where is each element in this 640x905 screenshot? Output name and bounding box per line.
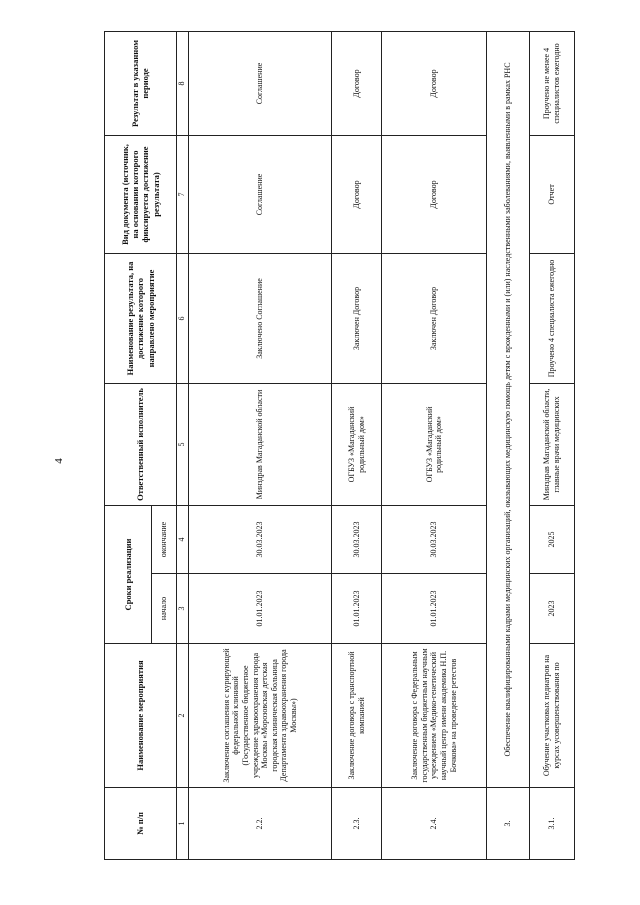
row-end: 30.03.2023 xyxy=(188,505,332,573)
col-number: 6 xyxy=(176,253,188,383)
header-num: № п/п xyxy=(105,788,177,860)
row-end: 30.03.2023 xyxy=(332,505,381,573)
section-row xyxy=(487,31,530,859)
header-result-period: Результат в указанном периоде xyxy=(105,31,177,135)
header-row xyxy=(105,31,152,859)
row-end: 30.03.2023 xyxy=(381,505,487,573)
row-num: 2.4. xyxy=(381,788,487,860)
row-executor: Минздрав Магаданской области xyxy=(188,383,332,505)
table-row xyxy=(188,31,332,859)
col-number: 1 xyxy=(176,788,188,860)
row-name: Заключение соглашения с курирующей федеральной клиникой (Государственное бюджетное учреждение здравоохранения города Москвы «Морозовская детская городская клиническая больница Департамента здравоохранения города Москвы») xyxy=(188,644,332,788)
section-num: 3. xyxy=(487,788,530,860)
column-number-row xyxy=(176,31,188,859)
row-result-name: Заключен Договор xyxy=(381,253,487,383)
row-num: 2.2. xyxy=(188,788,332,860)
row-result-period: Соглашение xyxy=(188,31,332,135)
row-doc-type: Отчет xyxy=(530,135,575,253)
header-period: Сроки реализации xyxy=(105,505,152,643)
row-doc-type: Договор xyxy=(381,135,487,253)
col-number: 7 xyxy=(176,135,188,253)
rotated-table-frame xyxy=(104,32,575,860)
table-row xyxy=(332,31,381,859)
header-doc-type: Вид документа (источник, на основании которого фиксируется достижение результата) xyxy=(105,135,177,253)
header-result-name: Наименование результата, на достижение которого направлено мероприятие xyxy=(105,253,177,383)
row-doc-type: Соглашение xyxy=(188,135,332,253)
row-doc-type: Договор xyxy=(332,135,381,253)
section-title: Обеспечение квалифицированными кадрами медицинских организаций, оказывающих медицинскую помощь детям с врожденными и (или) наследственными заболеваниями, выявленными в рамках РНС xyxy=(487,31,530,787)
activities-table xyxy=(104,31,575,860)
row-result-name: Заключен Договор xyxy=(332,253,381,383)
header-end: окончание xyxy=(152,505,177,573)
row-start: 01.01.2023 xyxy=(332,574,381,644)
table-row xyxy=(381,31,487,859)
col-number: 8 xyxy=(176,31,188,135)
row-result-name: Заключено Соглашение xyxy=(188,253,332,383)
row-end: 2025 xyxy=(530,505,575,573)
header-executor: Ответственный исполнитель xyxy=(105,383,177,505)
page-number: 4 xyxy=(52,458,65,464)
row-name: Заключение договора с Федеральным государственным бюджетным научным учреждением «Медико-генетический научный центр имени академика Н.П. Бочкова» на проведение ретестов xyxy=(381,644,487,788)
col-number: 2 xyxy=(176,644,188,788)
header-name: Наименование мероприятия xyxy=(105,644,177,788)
col-number: 5 xyxy=(176,383,188,505)
row-executor: ОГБУЗ «Магаданский родильный дом» xyxy=(332,383,381,505)
row-start: 2023 xyxy=(530,574,575,644)
row-result-name: Проучено 4 специалиста ежегодно xyxy=(530,253,575,383)
row-result-period: Договор xyxy=(381,31,487,135)
header-start: начало xyxy=(152,574,177,644)
row-num: 2.3. xyxy=(332,788,381,860)
row-start: 01.01.2023 xyxy=(188,574,332,644)
table-row xyxy=(530,31,575,859)
row-executor: ОГБУЗ «Магаданский родильный дом» xyxy=(381,383,487,505)
row-name: Заключение договора с транспортной компанией xyxy=(332,644,381,788)
col-number: 4 xyxy=(176,505,188,573)
row-start: 01.01.2023 xyxy=(381,574,487,644)
row-result-period: Проучено не менее 4 специалистов ежегодно xyxy=(530,31,575,135)
row-num: 3.1. xyxy=(530,788,575,860)
row-executor: Минздрав Магаданской области, главные врачи медицинских xyxy=(530,383,575,505)
row-name: Обучение участковых педиатров на курсах усовершенствования по xyxy=(530,644,575,788)
row-result-period: Договор xyxy=(332,31,381,135)
col-number: 3 xyxy=(176,574,188,644)
